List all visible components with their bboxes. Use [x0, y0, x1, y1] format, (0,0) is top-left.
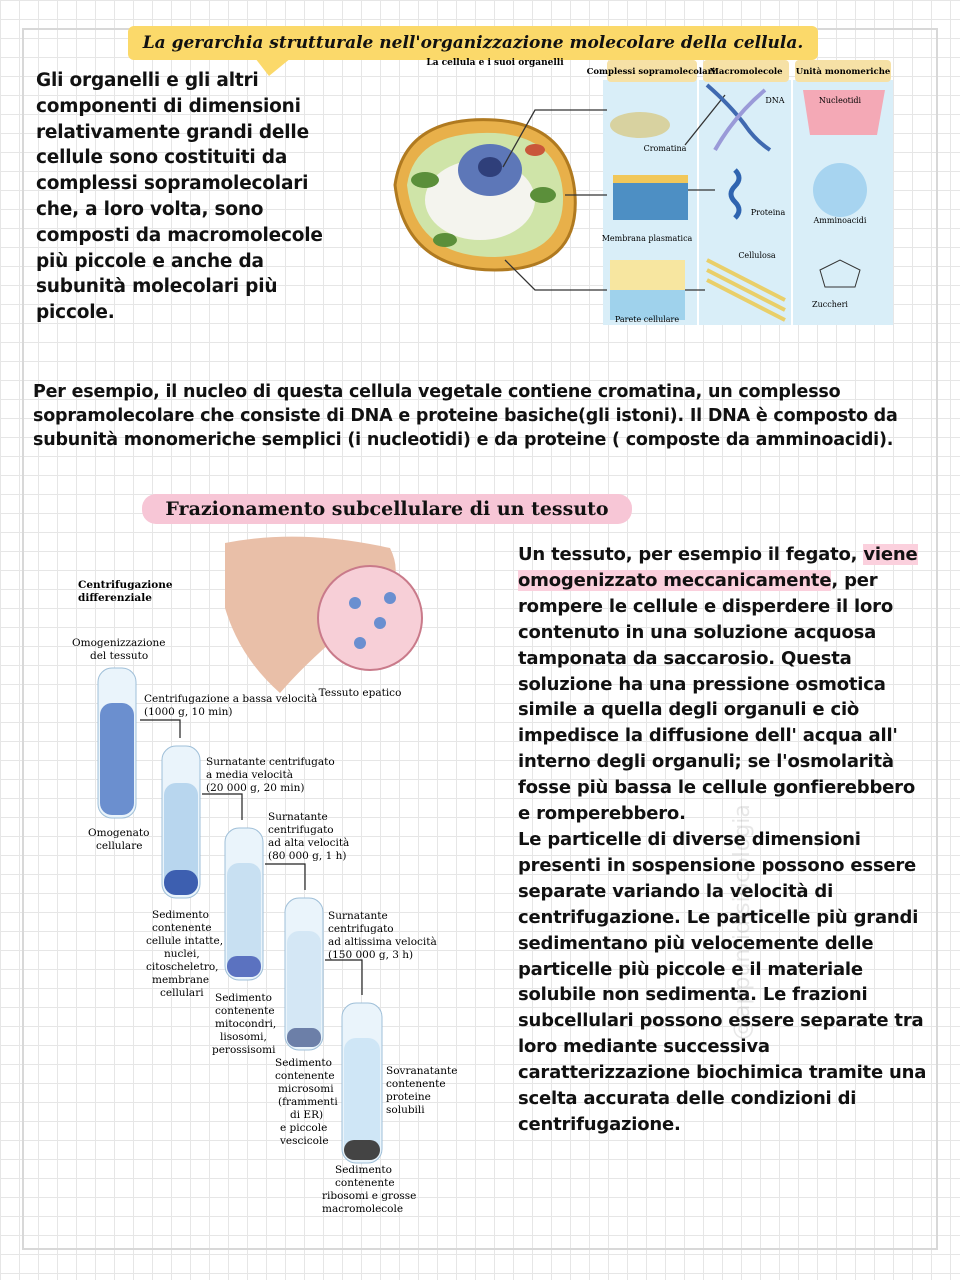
centrifugation-figure [60, 528, 460, 1218]
hepatic-tissue-illustration [318, 566, 422, 670]
homogenate-label: Omogenato cellulare [88, 827, 150, 852]
fig1-col-cell: La cellula e i suoi organelli [426, 58, 564, 68]
fig1-macro-label: DNA [765, 96, 785, 105]
tube-4 [285, 898, 323, 1050]
fig1-mono-label: Zuccheri [812, 300, 848, 309]
cell-hierarchy-figure [385, 55, 895, 330]
body-paragraph [518, 542, 928, 1138]
fig1-col-macro: Macromolecole [709, 67, 783, 77]
body-text-part3: Le particelle di diverse dimensioni presenti in sospensione possono essere separate variando la velocità di centrifugazione. Le particelle più grandi sedimentano più velocemente delle particelle più piccole e il materiale solubile non sedimenta. Le frazioni subcellulari possono essere separate tra loro mediante successiva caratterizzazione biochimica tramite una scelta accurata delle condizioni di centrifugazione. [518, 828, 927, 1135]
step1-label: Centrifugazione a bassa velocità (1000 g, 10 min) [144, 693, 318, 718]
fig1-complex-label: Cromatina [643, 144, 687, 153]
fig1-col-mono: Unità monomeriche [795, 67, 891, 77]
example-paragraph: Per esempio, il nucleo di questa cellula vegetale contiene cromatina, un complesso sopramolecolare che consiste di DNA e proteine basiche(gli istoni). Il DNA è composto da subunità monomeriche semplici (i nucleotidi) e da proteine ( composte da amminoacidi). [33, 382, 898, 450]
page-title: La gerarchia strutturale nell'organizzazione molecolare della cellula. [128, 26, 818, 60]
chromatin-illustration [610, 112, 670, 138]
supernatant-label: Sovranatante contenente proteine solubili [386, 1065, 458, 1116]
homogenization-label: Omogenizzazione del tessuto [72, 637, 166, 662]
sed3-label: Sedimento contenente microsomi (frammenti di ER) e piccole vescicole [275, 1057, 338, 1147]
membrane-illustration [613, 175, 688, 220]
tube-1 [98, 668, 136, 818]
tube-3 [225, 828, 263, 980]
tube-2 [162, 746, 200, 898]
fig1-complex-label: Parete cellulare [614, 315, 680, 324]
centrifugation-title: Centrifugazione differenziale [78, 579, 173, 604]
fig1-mono-label: Nucleotidi [818, 96, 862, 105]
fig1-col-complex: Complessi sopramolecolari [586, 67, 716, 77]
plant-cell-illustration [395, 120, 575, 270]
step3-label: Surnatante centrifugato ad alta velocità (80 000 g, 1 h) [268, 811, 350, 862]
cell-wall-illustration [610, 260, 685, 320]
body-text-part1: Un tessuto, per esempio il fegato, [518, 544, 864, 565]
fig1-mono-label: Amminoacidi [813, 216, 867, 225]
sed1-label: Sedimento contenente cellule intatte, nuclei, citoscheletro, membrane cellulari [146, 909, 224, 999]
sed2-label: Sedimento contenente mitocondri, lisosomi, perossisomi [212, 992, 277, 1056]
sed4-label: Sedimento contenente ribosomi e grosse macromolecole [322, 1164, 417, 1215]
section-title: Frazionamento subcellulare di un tessuto [142, 494, 632, 524]
fig1-complex-label: Membrana plasmatica [601, 234, 693, 243]
amino-acid-shape [813, 163, 867, 217]
fig1-macro-label: Proteina [750, 208, 786, 217]
watermark: @appuntidisiocologia [730, 804, 755, 1040]
tissue-label: Tessuto epatico [318, 687, 402, 699]
step4-label: Surnatante centrifugato ad altissima velocità (150 000 g, 3 h) [328, 910, 437, 961]
body-text-part2: , per rompere le cellule e disperdere il loro contenuto in una soluzione acquosa tamponata da saccarosio. Questa soluzione ha una pressione osmotica simile a quella degli organuli e ciò impedisce la diffusione dell' acqua all' interno degli organuli; se l'osmolarità fosse più bassa le cellule gonfierebbero e romperebbero. [518, 569, 916, 825]
tube-5 [342, 1003, 382, 1163]
body-text-highlight: viene omogenizzato meccanicamente [518, 544, 918, 591]
step2-label: Surnatante centrifugato a media velocità (20 000 g, 20 min) [206, 756, 335, 794]
intro-paragraph: Gli organelli e gli altri componenti di dimensioni relativamente grandi delle cellule sono costituiti da complessi sopramolecolari che, a loro volta, sono composti da macromolecole più piccole e anche da subunità molecolari più piccole. [36, 70, 323, 324]
fig1-macro-label: Cellulosa [738, 251, 776, 260]
